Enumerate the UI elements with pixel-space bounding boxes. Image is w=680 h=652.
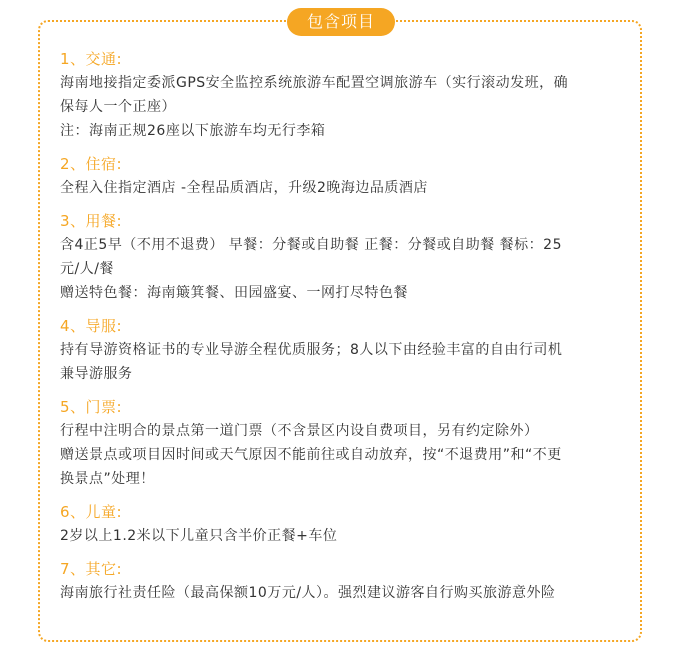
section-heading: 3、用餐: [60, 212, 123, 230]
section-line: 元/人/餐 [60, 261, 114, 277]
section-line: 注：海南正规26座以下旅游车均无行李箱 [60, 123, 326, 139]
section-children [60, 500, 630, 548]
section-guide [60, 314, 630, 386]
section-heading: 4、导服: [60, 317, 123, 335]
section-line: 换景点”处理！ [60, 471, 155, 487]
section-line: 行程中注明合的景点第一道门票（不含景区内设自费项目，另有约定除外） [60, 423, 539, 439]
section-heading: 5、门票: [60, 398, 123, 416]
section-line: 保每人一个正座） [60, 99, 176, 115]
section-line: 含4正5早（不用不退费） 早餐：分餐或自助餐 正餐：分餐或自助餐 餐标：25 [60, 237, 562, 253]
section-other [60, 557, 630, 605]
section-line: 全程入住指定酒店 -全程品质酒店，升级2晚海边品质酒店 [60, 180, 428, 196]
section-line: 海南地接指定委派GPS安全监控系统旅游车配置空调旅游车（实行滚动发班，确 [60, 75, 569, 91]
section-tickets [60, 395, 630, 491]
included-items-list [60, 40, 630, 614]
section-line: 赠送特色餐：海南簸箕餐、田园盛宴、一网打尽特色餐 [60, 285, 408, 301]
section-heading: 6、儿童: [60, 503, 123, 521]
section-line: 海南旅行社责任险（最高保额10万元/人）。强烈建议游客自行购买旅游意外险 [60, 585, 556, 601]
section-line: 赠送景点或项目因时间或天气原因不能前往或自动放弃，按“不退费用”和“不更 [60, 447, 562, 463]
section-heading: 1、交通: [60, 50, 123, 68]
section-line: 兼导游服务 [60, 366, 133, 382]
section-transport [60, 47, 630, 143]
section-line: 2岁以上1.2米以下儿童只含半价正餐+车位 [60, 528, 338, 544]
section-line: 持有导游资格证书的专业导游全程优质服务；8人以下由经验丰富的自由行司机 [60, 342, 563, 358]
section-title-badge: 包含项目 [287, 8, 395, 36]
section-heading: 2、住宿: [60, 155, 123, 173]
section-heading: 7、其它: [60, 560, 123, 578]
section-meals [60, 209, 630, 305]
section-accommodation [60, 152, 630, 200]
